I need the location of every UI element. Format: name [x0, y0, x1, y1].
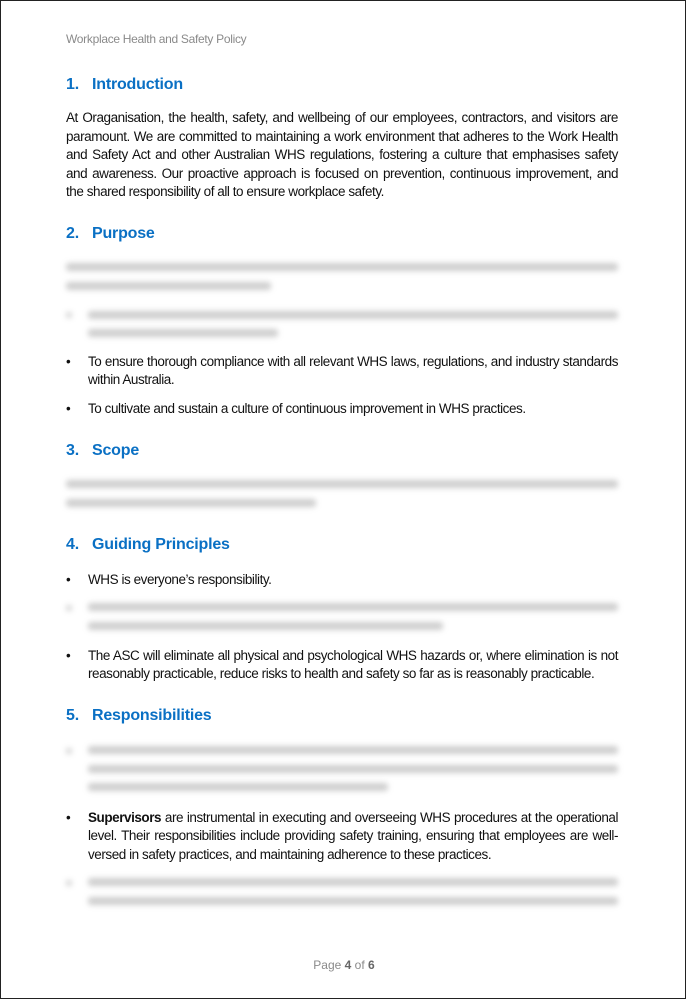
heading-title: Purpose	[92, 225, 155, 242]
page-header: Workplace Health and Safety Policy	[66, 32, 247, 46]
redacted-bullet	[66, 880, 72, 886]
redacted-text	[88, 783, 388, 791]
list-item	[66, 571, 618, 589]
bullet-icon: •	[66, 401, 71, 416]
heading-title: Guiding Principles	[92, 536, 230, 553]
heading-introduction	[66, 76, 183, 94]
bullet-icon: •	[66, 648, 71, 663]
list-item-supervisors	[66, 809, 618, 864]
page-footer	[1, 958, 686, 972]
heading-responsibilities	[66, 707, 212, 725]
list-item	[66, 353, 618, 390]
redacted-bullet	[66, 748, 72, 754]
list-item-text: To cultivate and sustain a culture of continuous improvement in WHS practices.	[88, 401, 526, 416]
heading-purpose	[66, 225, 155, 243]
redacted-bullet	[66, 605, 72, 611]
redacted-text	[88, 622, 443, 630]
redacted-text	[88, 603, 618, 611]
list-item-text	[88, 809, 618, 864]
footer-prefix: Page	[313, 958, 345, 972]
footer-of: of	[351, 958, 369, 972]
heading-title: Scope	[92, 442, 140, 459]
list-item-text: WHS is everyone’s responsibility.	[88, 572, 272, 587]
list-item-text: To ensure thorough compliance with all relevant WHS laws, regulations, and industry standards within Australia.	[88, 354, 618, 388]
redacted-text	[66, 282, 271, 290]
redacted-text	[66, 480, 618, 488]
redacted-text	[88, 878, 618, 886]
heading-number: 1.	[66, 76, 79, 93]
heading-title: Introduction	[92, 76, 183, 93]
heading-number: 3.	[66, 442, 79, 459]
bullet-icon: •	[66, 354, 71, 369]
term-description: are instrumental in executing and overseeing WHS procedures at the operational level. Their responsibilities include providing safety training, ensuring that employees are well-versed in safety practices, and maintaining adherence to these practices.	[88, 810, 618, 862]
redacted-text	[66, 263, 618, 271]
bullet-icon: •	[66, 810, 71, 825]
heading-number: 5.	[66, 707, 79, 724]
term-bold: Supervisors	[88, 810, 162, 825]
introduction-paragraph: At Oraganisation, the health, safety, and wellbeing of our employees, contractors, and visitors are paramount. We are committed to maintaining a work environment that adheres to the Work Health and Safety Act and other Australian WHS regulations, fostering a culture that emphasises safety and awareness. Our proactive approach is focused on prevention, continuous improvement, and the shared responsibility of all to ensure workplace safety.	[66, 110, 618, 200]
bullet-icon: •	[66, 572, 71, 587]
current-page: 4	[344, 958, 352, 972]
list-item	[66, 647, 618, 684]
list-item	[66, 400, 618, 418]
redacted-text	[88, 746, 618, 754]
list-item-text: The ASC will eliminate all physical and psychological WHS hazards or, where elimination is not reasonably practicable, reduce risks to health and safety so far as is reasonably practicable.	[88, 648, 618, 682]
heading-scope	[66, 442, 139, 460]
heading-title: Responsibilities	[92, 707, 212, 724]
redacted-text	[66, 499, 316, 507]
redacted-bullet	[66, 312, 72, 318]
heading-guiding-principles	[66, 536, 230, 554]
redacted-text	[88, 311, 618, 319]
heading-number: 4.	[66, 536, 79, 553]
redacted-text	[88, 897, 618, 905]
redacted-text	[88, 329, 278, 337]
total-pages: 6	[368, 958, 375, 972]
redacted-text	[88, 765, 618, 773]
heading-number: 2.	[66, 225, 79, 242]
